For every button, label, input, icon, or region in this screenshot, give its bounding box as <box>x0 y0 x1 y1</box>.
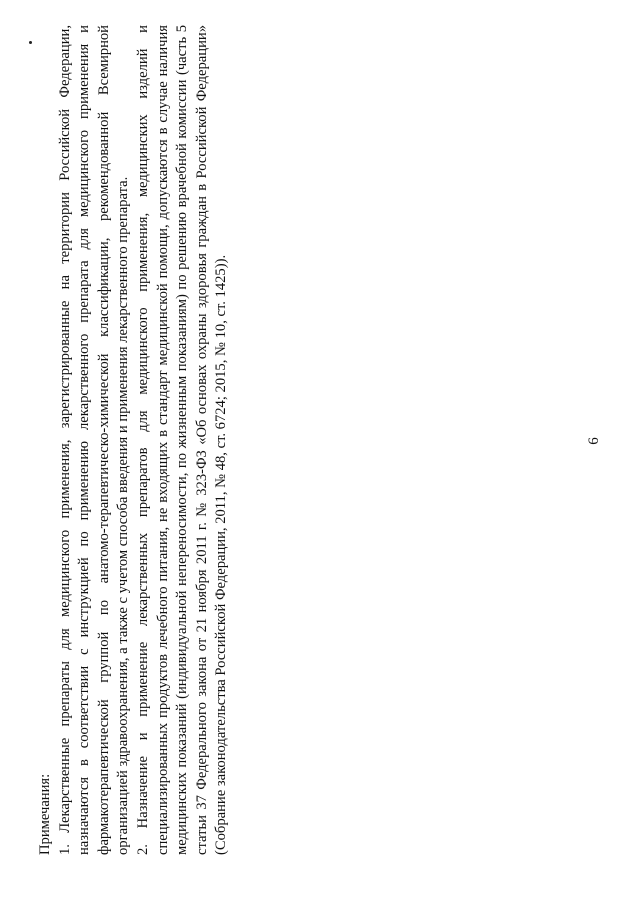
scan-speck <box>29 41 32 44</box>
note-1: 1. Лекарственные препараты для медицинского применения, зарегистрированные на территории Российской Федерации, назначаются в соответствии с инструкцией по применению лекарственного препарата для медицинского применения и фармакотерапевтической группой по анатомо-терапевтическо-химической классификации, рекомендованной Всемирной организацией здравоохранения, а также с учетом способа введения и применения лекарственного препарата. <box>56 25 132 855</box>
page-number-band <box>585 25 605 855</box>
note-2: 2. Назначение и применение лекарственных препаратов для медицинского применения, медицинских изделий и специализированных продуктов лечебного питания, не входящих в стандарт медицинской помощи, допускаются в случае наличия медицинских показаний (индивидуальной непереносимости, по жизненным показаниям) по решению врачебной комиссии (часть 5 статьи 37 Федерального закона от 21 ноября 2011 г. № 323-ФЗ «Об основах охраны здоровья граждан в Российской Федерации» (Собрание законодательства Российской Федерации, 2011, № 48, ст. 6724; 2015, № 10, ст. 1425)). <box>134 25 230 855</box>
notes-block <box>36 25 232 855</box>
notes-heading: Примечания: <box>37 773 53 855</box>
page-number: 6 <box>586 437 602 445</box>
rotated-content <box>36 25 602 855</box>
